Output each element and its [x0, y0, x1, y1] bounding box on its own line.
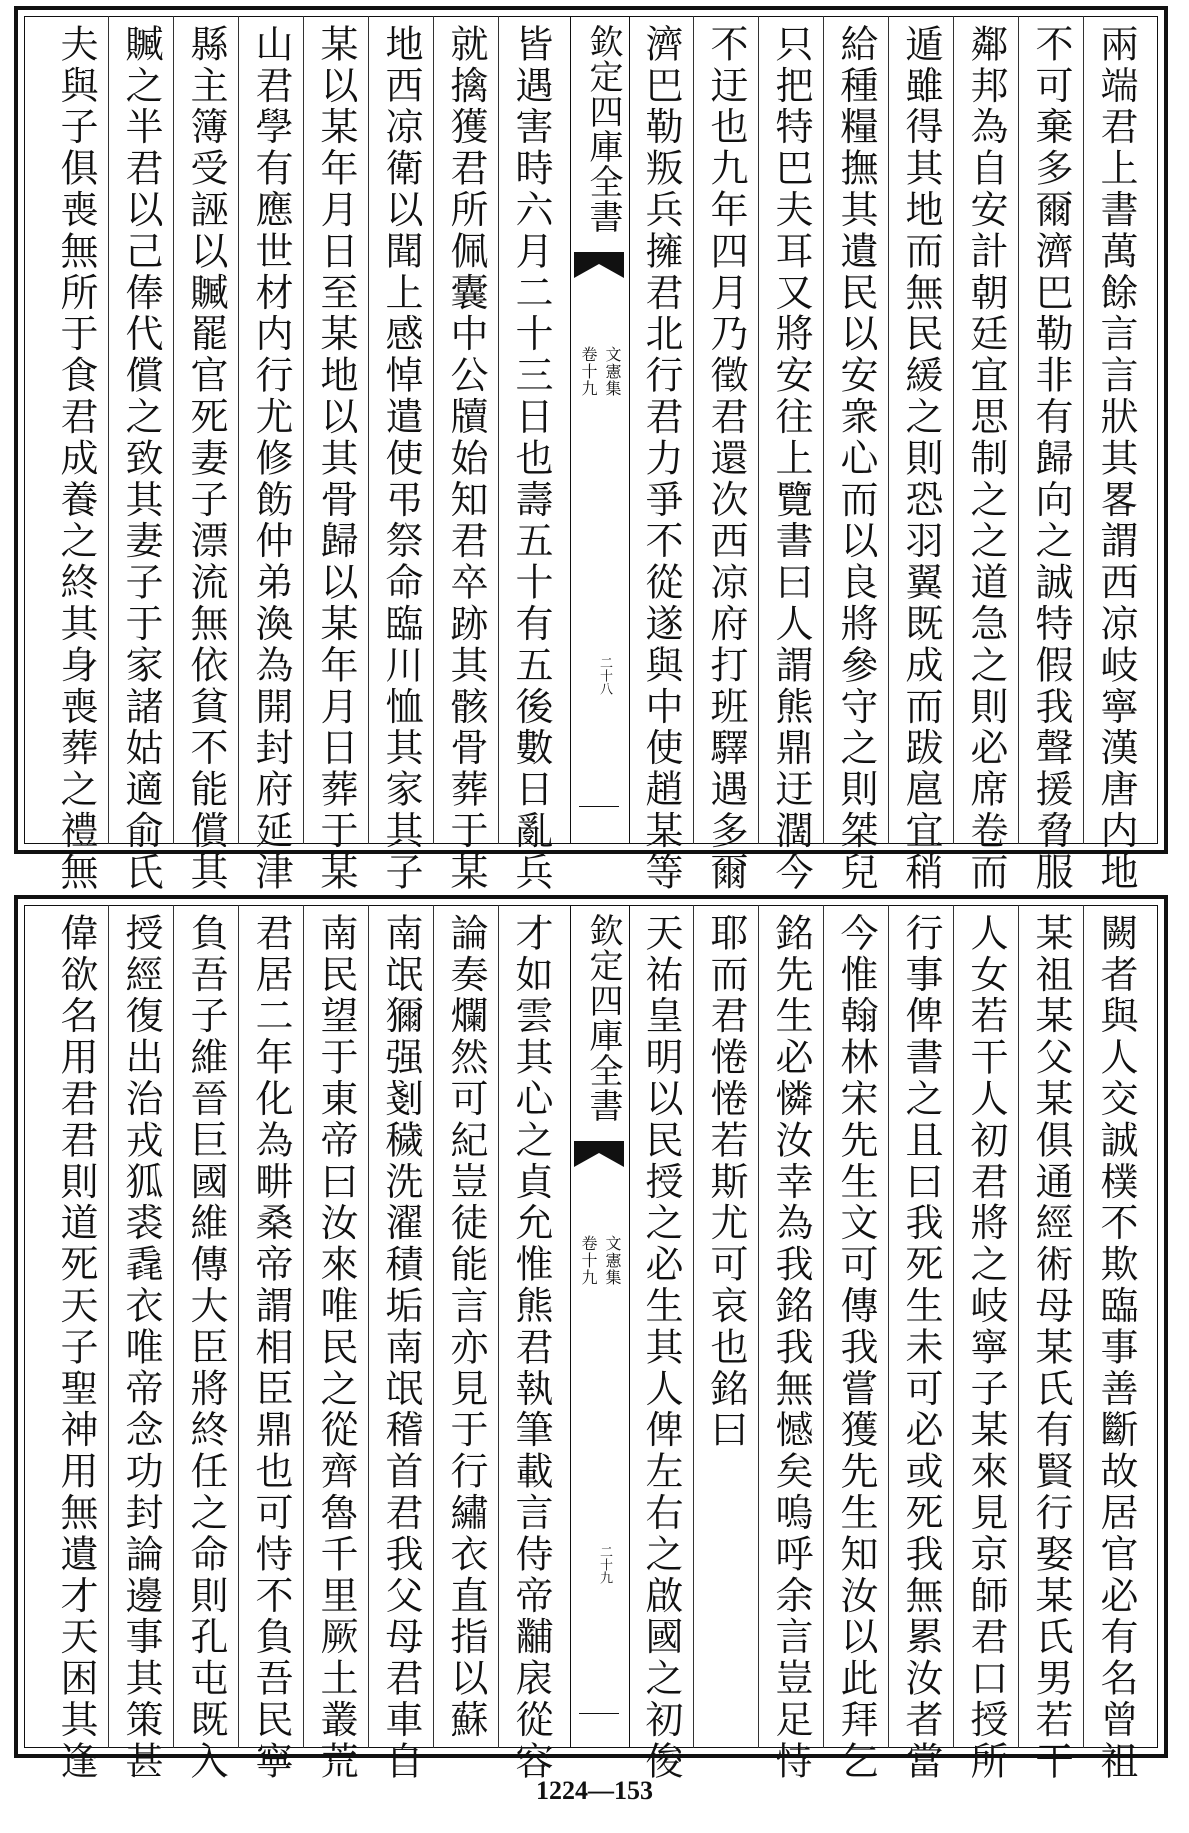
text-column: 銘先生必憐汝幸為我銘我無憾矣嗚呼余言豈足恃 — [769, 913, 813, 1783]
text-column: 只把特巴夫耳又將安往上覽書曰人謂熊鼎迂濶今 — [769, 24, 813, 894]
center-fold-band — [570, 905, 630, 1748]
text-column: 不可棄多爾濟巴勒非有歸向之誠特假我聲援脅服 — [1029, 24, 1073, 894]
text-column: 不迂也九年四月乃徵君還次西凉府打班驛遇多爾 — [704, 24, 748, 894]
book-title: 欽定四庫全書 — [583, 24, 623, 234]
text-column: 遁雖得其地而無民緩之則恐羽翼既成而跋扈宜稍 — [899, 24, 943, 894]
text-column: 地西凉衛以聞上感悼遣使弔祭命臨川恤其家其子 — [379, 24, 423, 894]
text-column: 耶而君惓惓若斯尤可哀也銘曰 — [704, 913, 748, 1452]
column-rule — [1083, 16, 1084, 844]
column-rule — [758, 16, 759, 844]
column-rule — [303, 905, 304, 1748]
text-column: 縣主簿受誣以贓罷官死妻子漂流無依貧不能償其 — [184, 24, 228, 894]
column-rule — [238, 905, 239, 1748]
text-column: 鄰邦為自安計朝廷宜思制之之道急之則必席卷而 — [964, 24, 1008, 894]
column-rule — [433, 905, 434, 1748]
column-rule — [173, 905, 174, 1748]
text-column: 君居二年化為畊桑帝謂相臣鼎也可恃不負吾民寧 — [249, 913, 293, 1783]
column-rule — [953, 905, 954, 1748]
column-rule — [953, 16, 954, 844]
column-rule — [433, 16, 434, 844]
text-column: 今惟翰林宋先生文可傳我嘗獲先生知汝以此拜乞 — [834, 913, 878, 1783]
column-rule — [888, 16, 889, 844]
collection-name: 文憲集 — [603, 346, 622, 397]
text-column: 論奏爛然可紀豈徒能言亦見于行繡衣直指以蘇 — [444, 913, 488, 1741]
text-column: 贓之半君以己俸代償之致其妻子于家諸姑適俞氏 — [119, 24, 163, 894]
text-column: 給種糧撫其遺民以安衆心而以良將參守之則桀兒 — [834, 24, 878, 894]
column-rule — [1018, 16, 1019, 844]
column-rule — [693, 905, 694, 1748]
text-column: 才如雲其心之貞允惟熊君執筆載言侍帝黼扆從容 — [509, 913, 553, 1783]
text-column: 兩端君上書萬餘言言狀其畧謂西凉岐寧漢唐内地 — [1094, 24, 1138, 894]
text-column: 皆遇害時六月二十三日也壽五十有五後數日亂兵 — [509, 24, 553, 894]
column-rule — [1083, 905, 1084, 1748]
center-fold-band — [570, 16, 630, 844]
column-rule — [823, 16, 824, 844]
volume-number: 卷十九 — [579, 346, 598, 397]
column-rule — [238, 16, 239, 844]
text-column: 某祖某父某俱通經術母某氏有賢行娶某氏男若干 — [1029, 913, 1073, 1783]
text-column: 夫與子俱喪無所于食君成養之終其身喪葬之禮無 — [54, 24, 98, 894]
column-rule — [498, 905, 499, 1748]
column-rule — [823, 905, 824, 1748]
text-column: 就擒獲君所佩囊中公牘始知君卒跡其骸骨葬于某 — [444, 24, 488, 894]
center-bottom-line — [579, 1713, 619, 1714]
text-column: 天祐皇明以民授之必生其人俾左右之啟國之初俊 — [639, 913, 683, 1783]
book-title: 欽定四庫全書 — [583, 913, 623, 1123]
collection-name: 文憲集 — [603, 1235, 622, 1286]
column-rule — [693, 16, 694, 844]
fishtail-mark-icon — [574, 1141, 624, 1167]
column-rule — [498, 16, 499, 844]
text-column: 行事俾書之且曰我死生未可必或死我無累汝者當 — [899, 913, 943, 1783]
footer-page-id: 1224—153 — [536, 1776, 653, 1805]
text-column: 授經復出治戎狐裘毳衣唯帝念功封論邊事其策甚 — [119, 913, 163, 1783]
page-number: 二十八 — [597, 656, 612, 695]
column-rule — [758, 905, 759, 1748]
text-column: 負吾子維晉巨國維傳大臣將終任之命則孔屯既入 — [184, 913, 228, 1783]
bottom-page — [14, 895, 1168, 1783]
fishtail-mark-icon — [574, 252, 624, 278]
center-bottom-line — [579, 806, 619, 807]
text-column: 南民望于東帝曰汝來唯民之從齊魯千里厥土叢荒 — [314, 913, 358, 1783]
volume-number: 卷十九 — [579, 1235, 598, 1286]
column-rule — [888, 905, 889, 1748]
column-rule — [368, 16, 369, 844]
column-rule — [108, 16, 109, 844]
text-column: 南氓獮强剗穢洗濯積垢南氓稽首君我父母君車自 — [379, 913, 423, 1783]
column-rule — [368, 905, 369, 1748]
page-number: 二十九 — [597, 1545, 612, 1584]
text-column: 偉欲名用君君則道死天子聖神用無遺才天困其逢 — [54, 913, 98, 1783]
text-column: 闕者與人交誠樸不欺臨事善斷故居官必有名曾祖 — [1094, 913, 1138, 1783]
top-page — [14, 6, 1168, 894]
text-column: 濟巴勒叛兵擁君北行君力爭不從遂與中使趙某等 — [639, 24, 683, 894]
column-rule — [173, 16, 174, 844]
text-column: 人女若干人初君將之岐寧子某來見京師君口授所 — [964, 913, 1008, 1783]
column-rule — [108, 905, 109, 1748]
column-rule — [1018, 905, 1019, 1748]
text-column: 山君學有應世材内行尤修飭仲弟渙為開封府延津 — [249, 24, 293, 894]
text-column: 某以某年月日至某地以其骨歸以某年月日葬于某 — [314, 24, 358, 894]
column-rule — [303, 16, 304, 844]
